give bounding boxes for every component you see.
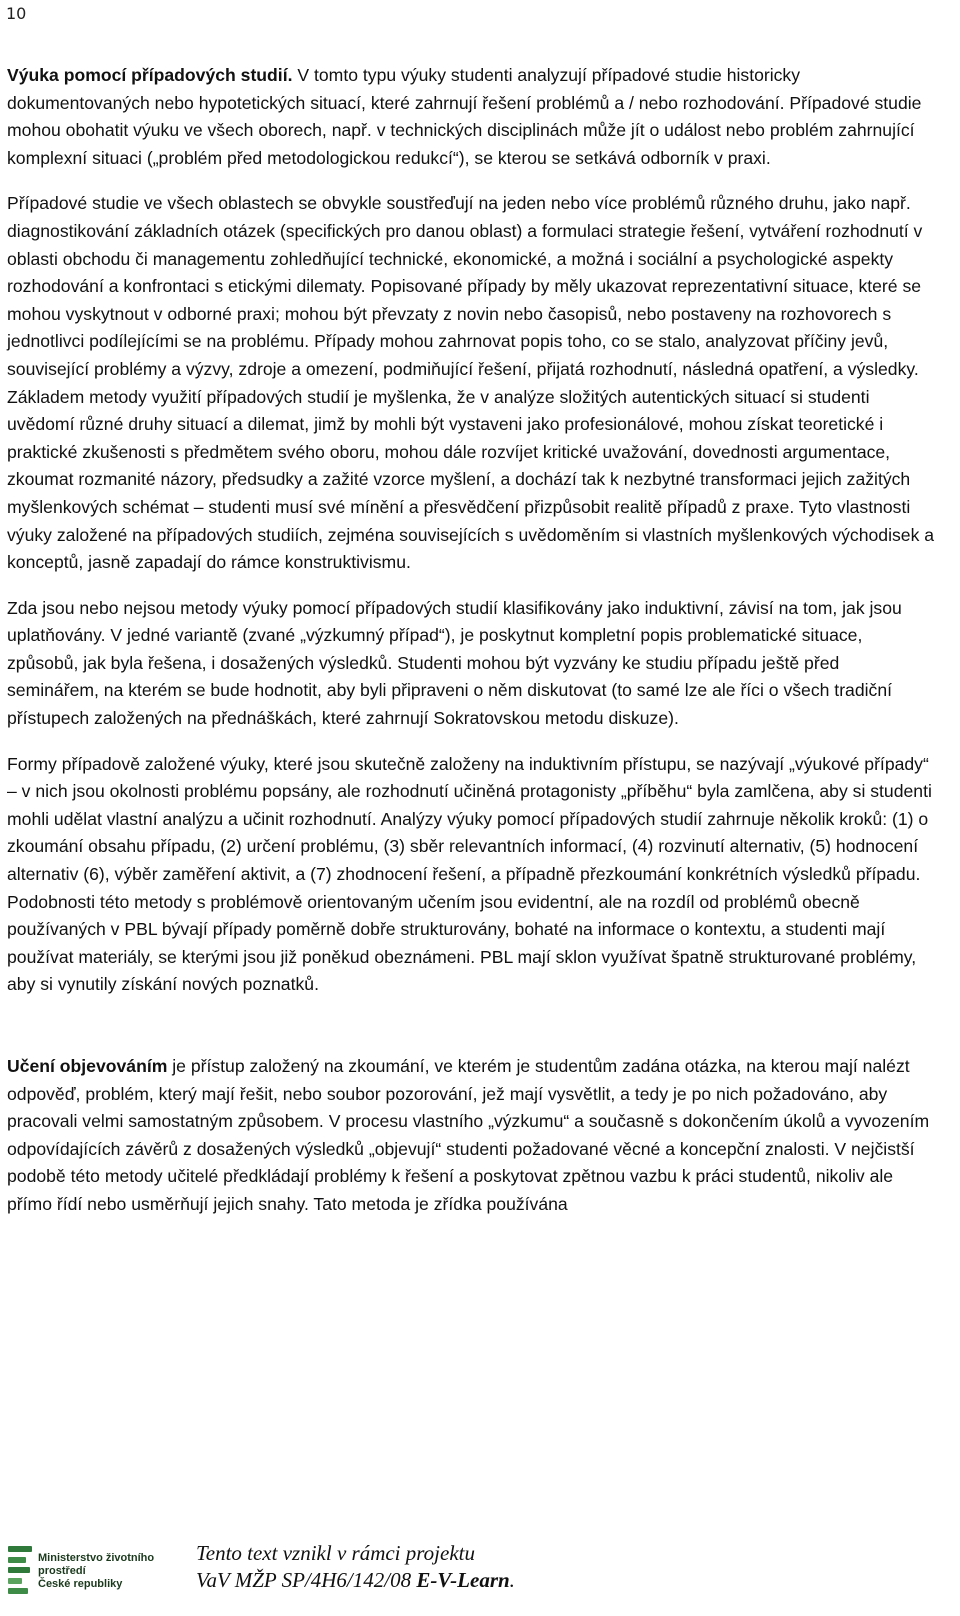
project-note [196,1540,515,1594]
paragraph-discovery-learning [7,1053,935,1219]
ministry-emblem-icon [8,1546,32,1594]
ministry-logo [8,1546,178,1602]
logo-line-1: Ministerstvo životního prostředí [38,1552,155,1577]
project-name: E-V-Learn [416,1568,510,1592]
paragraph-text: je přístup založený na zkoumání, ve kterém je studentům zadána otázka, na kterou mají nalézt odpověď, problém, který mají řešit, nebo soubor pozorování, jež mají vysvětlit, a tedy je po nich požadováno, aby pracovali velmi samostatným způsobem. V procesu vlastního „výzkumu“ a současně s dokončením úkolů a vyvozením odpovídajících závěrů z dosažených výsledků „objevují“ studenti požadované věcné a koncepční znalosti. V nejčistší podobě této metody učitelé předkládají problémy k řešení a poskytovat zpětnou vazbu k práci studentů, nikoliv ale přímo řídí nebo usměrňují jejich snahy. Tato metoda je zřídka používána [7,1056,930,1214]
paragraph-inductive: Zda jsou nebo nejsou metody výuky pomocí případových studií klasifikovány jako induktivní, závisí na tom, jak jsou uplatňovány. V jedné variantě (zvané „výzkumný případ“), je poskytnut kompletní popis problematické situace, způsobů, jak byla řešena, i dosažených výsledků. Studenti mohou být vyzvány ke studiu případu ještě před seminářem, na kterém se bude hodnotit, aby byli připraveni o něm diskutovat (to samé lze ale říci o všech tradiční přístupech založených na přednáškách, které zahrnují Sokratovskou metodu diskuze). [7,597,902,729]
project-note-line-2 [196,1567,515,1594]
page-footer [0,1536,960,1616]
logo-text [38,1546,178,1591]
logo-line-2: České republiky [38,1578,123,1590]
project-code: VaV MŽP SP/4H6/142/08 [196,1568,417,1592]
paragraph-text: V tomto typu výuky studenti analyzují případové studie historicky dokumentovaných nebo hypotetických situací, které zahrnují řešení problémů a / nebo rozhodování. Případové studie mohou obohatit výuku ve všech oborech, např. v technických disciplinách může jít o událost nebo problém zahrnující komplexní situaci („problém před metodologickou redukcí“), se kterou se setkává odborník v praxi. [7,65,922,168]
document-body [7,62,935,1237]
paragraph-case-focus: Případové studie ve všech oblastech se obvykle soustřeďují na jeden nebo více problémů různého druhu, jako např. diagnostikování základních otázek (specifických pro danou oblast) a formulaci strategie řešení, vytváření rozhodnutí v oblasti obchodu či managementu zohledňující technické, ekonomické, a možná i sociální a psychologické aspekty rozhodování a konfrontaci s etickými dilematy. Popisované případy by měly ukazovat reprezentativní situace, které se mohou vyskytnout v odborné praxi; mohou být převzaty z novin nebo časopisů, nebo postaveny na rozhovorech s jednotlivci podílejícími se na problému. Případy mohou zahrnovat popis toho, co se stalo, analyzovat příčiny jevů, související problémy a výzvy, zdroje a omezení, podmiňující řešení, přijatá rozhodnutí, následná opatření, a výsledky. Základem metody využití případových studií je myšlenka, že v analýze složitých autentických situací si studenti uvědomí různé druhy situací a dilemat, jimž by mohli být vystaveni jako profesionálové, mohou získat teoretické i praktické zkušenosti s předmětem svého oboru, mohou dále rozvíjet kritické uvažování, dovednosti argumentace, zkoumat rozmanité názory, předsudky a zažité vzorce myšlení, a dochází tak k nezbytné transformaci jejich zažitých myšlenkových schémat – studenti musí své mínění a přesvědčení přizpůsobit realitě případů z praxe. Tyto vlastnosti výuky založené na případových studiích, zejména souvisejících s uvědoměním si vlastních myšlenkových východisek a konceptů, jasně zapadají do rámce konstruktivismu. [7,193,935,573]
paragraph-teaching-cases: Formy případově založené výuky, které jsou skutečně založeny na induktivním přístupu, se nazývají „výukové případy“ – v nich jsou okolnosti problému popsány, ale rozhodnutí učiněná protagonisty „příběhu“ byla zamlčena, aby si studenti mohli udělat vlastní analýzu a učinit rozhodnutí. Analýzy výuky pomocí případových studií zahrnuje několik kroků: (1) o zkoumání obsahu případu, (2) určení problému, (3) sběr relevantních informací, (4) rozvinutí alternativ, (5) hodnocení alternativ (6), výběr zaměření aktivit, a (7) zhodnocení řešení, a případně přezkoumání konkrétních výsledků případu. Podobnosti této metody s problémově orientovaným učením jsou evidentní, ale na rozdíl od problémů obecně používaných v PBL bývají případy poměrně dobře strukturovány, bohaté na informace o kontextu, a studenti mají používat materiály, se kterými jsou již poněkud obeznámeni. PBL mají sklon využívat špatně strukturované problémy, aby si vynutily získání nových poznatků. [7,753,932,995]
term-case-studies: Výuka pomocí případových studií. [7,65,293,85]
term-discovery-learning: Učení objevováním [7,1056,168,1076]
project-suffix: . [509,1568,515,1592]
project-note-line-1: Tento text vznikl v rámci projektu [196,1541,475,1565]
paragraph-case-studies [7,62,935,172]
page-number: 10 [6,4,27,23]
